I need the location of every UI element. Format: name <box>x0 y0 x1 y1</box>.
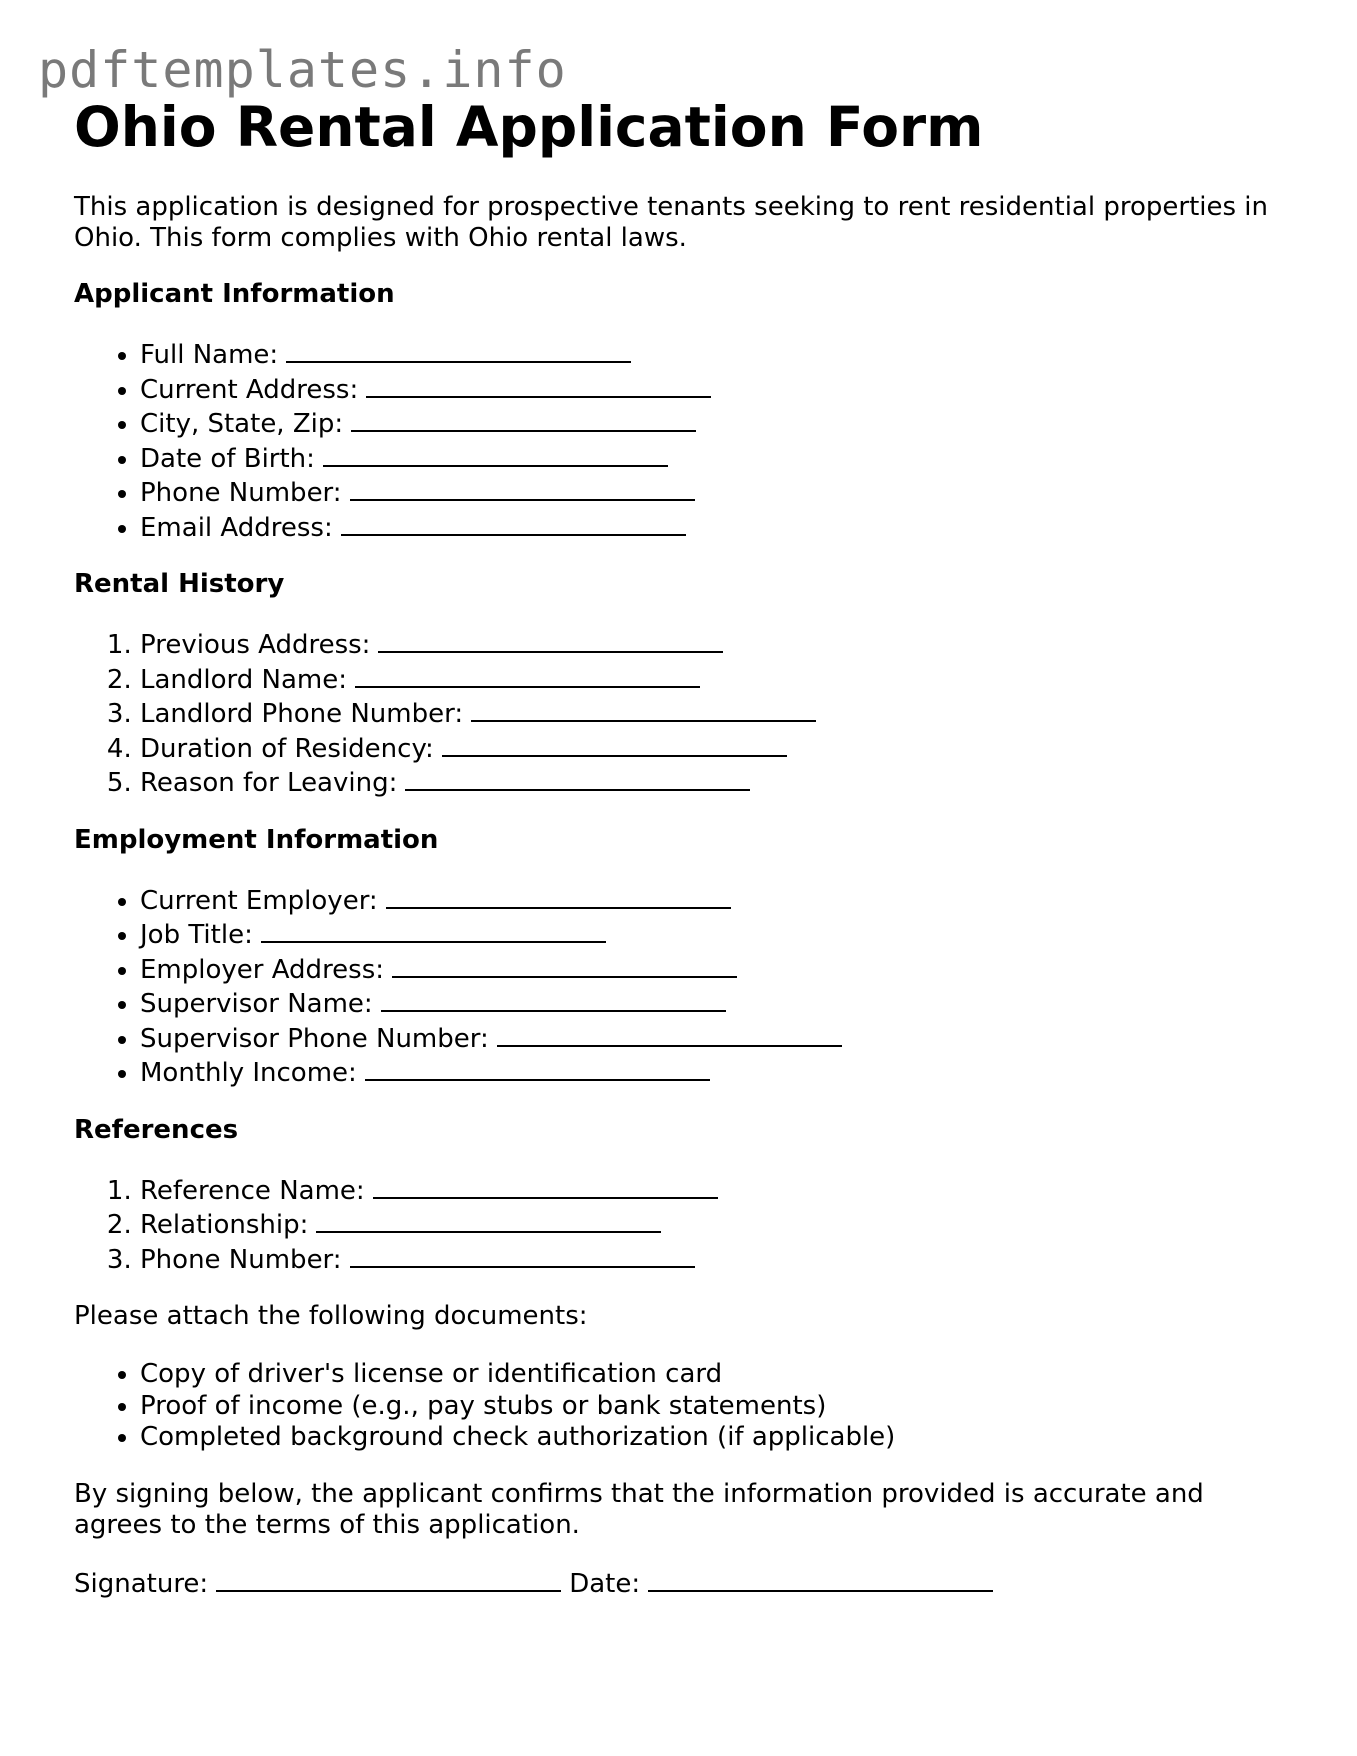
list-item <box>140 1173 1294 1208</box>
field-label: Phone Number: <box>140 478 342 508</box>
current-address-blank[interactable] <box>366 372 711 398</box>
field-label: City, State, Zip: <box>140 409 344 439</box>
field-label: Email Address: <box>140 512 333 543</box>
list-item <box>140 406 1294 441</box>
list-item <box>140 731 1294 766</box>
current-employer-blank[interactable] <box>386 883 731 909</box>
applicant-information-heading: Applicant Information <box>74 279 395 309</box>
list-item <box>140 337 1294 372</box>
field-label: Duration of Residency: <box>140 733 434 764</box>
list-item <box>140 1242 1294 1277</box>
references-list <box>74 1173 1294 1277</box>
field-label: Job Title: <box>140 920 253 950</box>
field-label: Full Name: <box>140 340 279 370</box>
full-name-blank[interactable] <box>286 337 631 363</box>
list-item: • Copy of driver's license or identification card <box>140 1359 1294 1391</box>
field-label: Previous Address: <box>140 630 371 660</box>
employment-information-heading: Employment Information <box>74 824 439 855</box>
city-state-zip-blank[interactable] <box>351 406 696 432</box>
rental-history-list <box>74 627 1294 800</box>
job-title-blank[interactable] <box>261 917 606 943</box>
field-label: Date of Birth: <box>140 443 315 474</box>
date-blank[interactable] <box>648 1566 993 1592</box>
field-label: Reference Name: <box>140 1175 365 1206</box>
page-title: Ohio Rental Application Form <box>74 95 984 159</box>
signature-line <box>74 1566 1294 1600</box>
list-item: • Proof of income (e.g., pay stubs or bank statements) <box>140 1391 1294 1423</box>
applicant-information-list <box>74 337 1294 544</box>
signature-label: Signature: <box>74 1568 209 1599</box>
list-item <box>140 765 1294 800</box>
list-item <box>140 696 1294 731</box>
list-item <box>140 1055 1294 1090</box>
references-heading: References <box>74 1114 239 1145</box>
supervisor-phone-blank[interactable] <box>497 1021 842 1047</box>
duration-of-residency-blank[interactable] <box>442 731 787 757</box>
watermark: pdftemplates.info <box>38 41 567 99</box>
relationship-blank[interactable] <box>316 1207 661 1233</box>
list-item <box>140 441 1294 476</box>
confirmation-paragraph: By signing below, the applicant confirms that the information provided is accurate and agrees to the terms of this application. <box>74 1478 1204 1540</box>
rental-history-heading: Rental History <box>74 569 285 599</box>
reference-phone-blank[interactable] <box>350 1242 695 1268</box>
field-label: Monthly Income: <box>140 1058 357 1088</box>
email-address-blank[interactable] <box>341 510 686 536</box>
field-label: Supervisor Phone Number: <box>140 1023 489 1054</box>
field-label: Landlord Name: <box>140 664 347 695</box>
list-item <box>140 627 1294 662</box>
list-item <box>140 510 1294 545</box>
attachments-list <box>74 1359 1294 1454</box>
attachments-intro: Please attach the following documents: <box>74 1301 588 1331</box>
document-page <box>74 92 1294 1600</box>
signature-blank[interactable] <box>216 1566 561 1592</box>
field-label: Employer Address: <box>140 954 385 985</box>
date-label: Date: <box>569 1568 641 1599</box>
employment-information-list <box>74 883 1294 1090</box>
field-label: Relationship: <box>140 1210 309 1240</box>
reason-for-leaving-blank[interactable] <box>405 765 750 791</box>
list-item <box>140 372 1294 407</box>
monthly-income-blank[interactable] <box>365 1055 710 1081</box>
date-of-birth-blank[interactable] <box>323 441 668 467</box>
landlord-phone-blank[interactable] <box>471 696 816 722</box>
previous-address-blank[interactable] <box>378 627 723 653</box>
phone-number-blank[interactable] <box>350 475 695 501</box>
field-label: Landlord Phone Number: <box>140 699 464 729</box>
list-item <box>140 917 1294 952</box>
field-label: Phone Number: <box>140 1244 342 1275</box>
field-label: Supervisor Name: <box>140 989 373 1019</box>
reference-name-blank[interactable] <box>373 1173 718 1199</box>
supervisor-name-blank[interactable] <box>381 986 726 1012</box>
landlord-name-blank[interactable] <box>355 662 700 688</box>
list-item <box>140 883 1294 918</box>
field-label: Current Employer: <box>140 885 378 916</box>
field-label: Current Address: <box>140 374 359 405</box>
list-item: • Completed background check authorization (if applicable) <box>140 1422 1294 1454</box>
list-item <box>140 475 1294 510</box>
intro-paragraph: This application is designed for prospective tenants seeking to rent residential properties in Ohio. This form complies with Ohio rental laws. <box>74 192 1268 253</box>
field-label: Reason for Leaving: <box>140 768 398 798</box>
list-item <box>140 662 1294 697</box>
list-item <box>140 986 1294 1021</box>
list-item <box>140 1021 1294 1056</box>
list-item <box>140 952 1294 987</box>
list-item <box>140 1207 1294 1242</box>
employer-address-blank[interactable] <box>392 952 737 978</box>
